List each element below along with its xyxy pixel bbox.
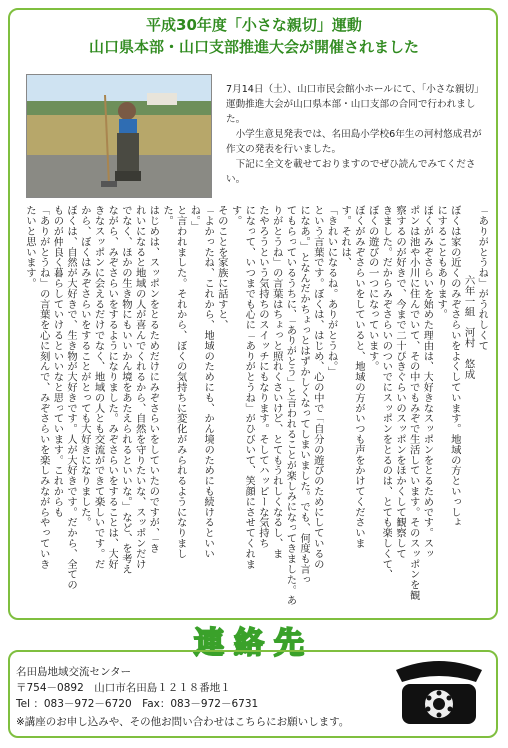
essay-column: てもらっているうちに、「ありがとう」と言われることが楽しみになってきました。あ: [284, 205, 297, 605]
essay-column: たいと思います。: [24, 205, 36, 289]
essay-column: きなスッポンに会えるだけでなく、地域の人とも交流ができて楽しいです。だ: [92, 205, 105, 569]
contact-heading: 連絡先: [194, 626, 314, 661]
essay-column: 「ありがとうね」の言葉を心に刻んで、みぞさらいを楽しみながらやっていき: [37, 205, 50, 569]
article-title-line2: 山口県本部・山口支部推進大会が開催されました: [88, 38, 419, 56]
essay-column: ぼくがみぞさらいをしていると、地域の方がいつも声をかけてくださいま: [352, 205, 365, 549]
essay-column: ね。」: [188, 205, 201, 231]
article-title-line1: 平成30年度「小さな親切」運動: [146, 16, 362, 34]
essay-column: でなく、ほかの生き物にもいいかん境をあたえられるといいな。」など、を考え: [119, 205, 132, 575]
essay-column: た。: [161, 205, 174, 226]
essay-column: りがとうね」の言葉はちょっと照れくさいけど、とてもうれしくなるし、ま: [270, 205, 283, 559]
contact-org: 名田島地域交流センター: [16, 666, 132, 678]
essay-column: たやろうという気持ちのスイッチにもなります。そしてハッピーな気持ち: [257, 205, 269, 549]
essay-column: と言われました。それから、ぼくの気持ちに変化がみられるようになりまし: [174, 205, 187, 559]
essay-column: そのことを家族に話すと、: [215, 205, 228, 330]
essay-column: ポンは池や小川に住んでいて、その中でもみぞで生活しています。そのスッポンを観: [407, 205, 420, 601]
essay-column: ながら、みぞさらいをするようになりました。みぞさらいをすることは、大好: [106, 205, 119, 569]
essay-column: 「よかったね、これから、地域のためにも、かん境のためにも続けるといい: [202, 205, 215, 559]
essay-column: になあ。」となんだかちょっとはずかしくなってしまいました。でも、何度も言っ: [298, 205, 311, 585]
essay-column: す。それは、: [339, 205, 352, 268]
contact-address: 〒754－0892 山口市名田島１２１８番地１: [16, 682, 231, 694]
essay-column: という言葉です。ぼくは、はじめ、心の中で「自分の遊びのためにしているの: [311, 205, 324, 569]
essay-column: ぼくは家の近くのみぞさらいをよくしています。地域の方といっしょ: [448, 205, 461, 528]
contact-info: [16, 664, 258, 712]
essay-column: ぼくがみぞさらいを始めた理由は、大好きなスッポンをとるためです。スッ: [421, 205, 434, 559]
essay-column: 察するのが好きで、今まで二十ぴきぐらいのスッポンをほかくして観察して: [394, 205, 407, 559]
essay-column: ぼくは、自然が大好きで、生き物が大好きです。人が大好きです。だから、全ての: [65, 205, 78, 590]
essay-column: れいになると地域の人が喜んでくれるから、自然を守りたいな、スッポンだけ: [133, 205, 146, 569]
essay-column: 「ありがとうね」がうれしくて: [476, 205, 489, 351]
intro-paragraph-2: 小学生意見発表では、名田島小学校6年生の河村悠成君が作文の発表を行いました。: [226, 129, 482, 155]
essay-column: 「きれいになるね。ありがとうね。」: [325, 205, 338, 377]
telephone-icon: [384, 650, 494, 730]
essay-column: はじめは、スッポンをとるためだけにみぞさらいをしていたのですが、「き: [147, 205, 160, 554]
essay-column: にすることもあります。: [435, 205, 448, 320]
essay-column: になって、いつまでも心に「ありがとうね」がひびいて、笑顔にさせてくれま: [243, 205, 256, 569]
essay-column: 六年一組 河村 悠成: [462, 275, 475, 379]
intro-paragraph-1: 7月14日（土）、山口市民会館小ホールにて、「小さな親切」運動推進大会が山口県本部・山口支部の合同で行われました。: [226, 84, 484, 125]
intro-text: [226, 82, 488, 187]
contact-note: ※講座のお申し込みや、その他お問い合わせはこちらにお願いします。: [16, 716, 350, 728]
essay-column: きました。だからみぞさらいのついでにスッポンをとるのは、とても楽しくて、: [380, 205, 393, 580]
intro-paragraph-3: 下記に全文を載せておりますのでぜひ読んでみてください。: [226, 159, 476, 185]
essay-column: す。: [229, 205, 242, 226]
boy-photo: [26, 74, 212, 198]
essay-column: から、ぼくはみぞさらいをすることがとっても大好きになりました。: [78, 205, 91, 528]
essay-column: ものが仲良く暮らしていけるといいなと思っています。これからも: [51, 205, 64, 517]
essay-column: ぼくの遊びの一つになっています。: [366, 205, 379, 372]
contact-tel-fax: Tel ：083－972－6720 Fax：083－972－6731: [16, 698, 259, 710]
